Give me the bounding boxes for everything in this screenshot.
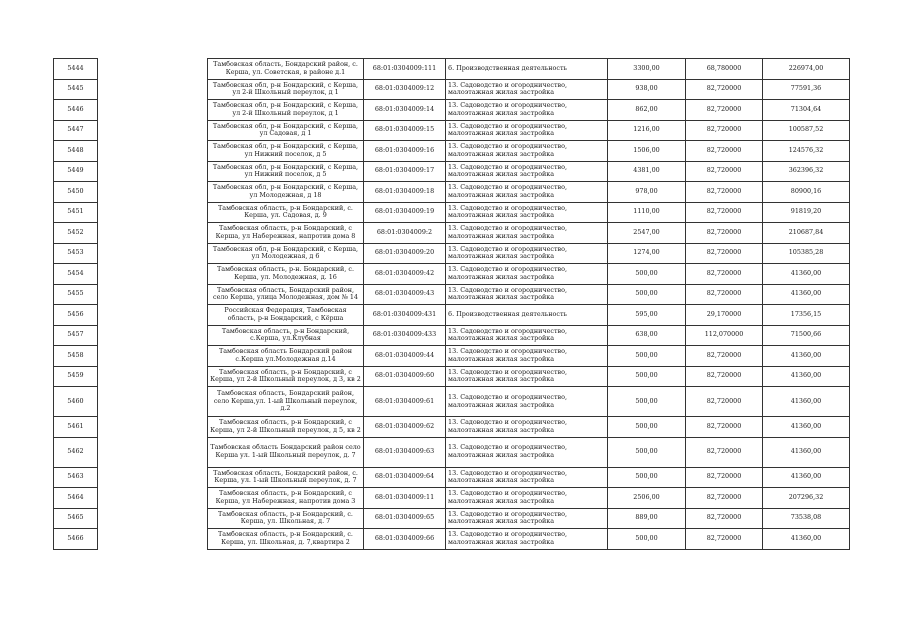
row-number-cell: 5449 xyxy=(54,161,98,182)
table-row xyxy=(54,437,850,467)
land-use-cell: 13. Садоводство и огородничество, малоэтажная жилая застройка xyxy=(446,120,608,141)
address-cell: Тамбовская область, Бондарский район, с. Керша, ул. Советская, в районе д.1 xyxy=(208,59,364,80)
spacer-cell xyxy=(98,467,208,488)
area-cell: 3300,00 xyxy=(608,59,686,80)
rate-cell: 82,720000 xyxy=(686,529,763,550)
row-number-cell: 5452 xyxy=(54,223,98,244)
cadastral-number-cell: 68:01:0304009:65 xyxy=(364,508,446,529)
address-cell: Тамбовская область Бондарский район село Керша ул. 1-ый Школьный переулок, д. 7 xyxy=(208,437,364,467)
cadastral-value-cell: 41360,00 xyxy=(763,387,850,417)
address-cell: Тамбовская обл, р-н Бондарский, с Керша, ул Молодежная, д 6 xyxy=(208,243,364,264)
land-use-cell: 13. Садоводство и огородничество, малоэтажная жилая застройка xyxy=(446,264,608,285)
area-cell: 500,00 xyxy=(608,366,686,387)
area-cell: 4381,00 xyxy=(608,161,686,182)
cadastral-value-cell: 71500,66 xyxy=(763,325,850,346)
cadastral-number-cell: 68:01:0304009:62 xyxy=(364,417,446,438)
table-row xyxy=(54,182,850,203)
address-cell: Тамбовская обл, р-н Бондарский, с Керша, ул 2-й Школьный переулок, д 1 xyxy=(208,79,364,100)
rate-cell: 82,720000 xyxy=(686,284,763,305)
spacer-cell xyxy=(98,346,208,367)
land-use-cell: 13. Садоводство и огородничество, малоэтажная жилая застройка xyxy=(446,437,608,467)
cadastral-number-cell: 68:01:0304009:42 xyxy=(364,264,446,285)
row-number-cell: 5464 xyxy=(54,488,98,509)
land-use-cell: 6. Производственная деятельность xyxy=(446,305,608,326)
cadastral-value-cell: 41360,00 xyxy=(763,264,850,285)
cadastral-number-cell: 68:01:0304009:11 xyxy=(364,488,446,509)
spacer-cell xyxy=(98,161,208,182)
cadastral-number-cell: 68:01:0304009:431 xyxy=(364,305,446,326)
rate-cell: 82,720000 xyxy=(686,161,763,182)
row-number-cell: 5465 xyxy=(54,508,98,529)
spacer-cell xyxy=(98,508,208,529)
spacer-cell xyxy=(98,366,208,387)
land-plot-table xyxy=(53,58,850,550)
land-use-cell: 13. Садоводство и огородничество, малоэтажная жилая застройка xyxy=(446,141,608,162)
row-number-cell: 5453 xyxy=(54,243,98,264)
address-cell: Тамбовская обл, р-н Бондарский, с Керша, ул 2-й Школьный переулок, д 1 xyxy=(208,100,364,121)
land-use-cell: 13. Садоводство и огородничество, малоэтажная жилая застройка xyxy=(446,79,608,100)
cadastral-value-cell: 91819,20 xyxy=(763,202,850,223)
table-row xyxy=(54,346,850,367)
table-row xyxy=(54,284,850,305)
cadastral-value-cell: 73538,08 xyxy=(763,508,850,529)
address-cell: Тамбовская область, р-н Бондарский, с. Керша, ул. Школьная, д. 7 xyxy=(208,508,364,529)
address-cell: Тамбовская область, Бондарский район, с. Керша, ул. 1-ый Школьный переулок, д. 7 xyxy=(208,467,364,488)
rate-cell: 82,720000 xyxy=(686,120,763,141)
area-cell: 938,00 xyxy=(608,79,686,100)
cadastral-number-cell: 68:01:0304009:15 xyxy=(364,120,446,141)
table-row xyxy=(54,529,850,550)
area-cell: 500,00 xyxy=(608,284,686,305)
area-cell: 1506,00 xyxy=(608,141,686,162)
table-row xyxy=(54,366,850,387)
cadastral-value-cell: 105385,28 xyxy=(763,243,850,264)
row-number-cell: 5461 xyxy=(54,417,98,438)
table-row xyxy=(54,223,850,244)
area-cell: 500,00 xyxy=(608,529,686,550)
row-number-cell: 5455 xyxy=(54,284,98,305)
cadastral-value-cell: 80900,16 xyxy=(763,182,850,203)
area-cell: 978,00 xyxy=(608,182,686,203)
row-number-cell: 5447 xyxy=(54,120,98,141)
area-cell: 500,00 xyxy=(608,467,686,488)
rate-cell: 29,170000 xyxy=(686,305,763,326)
cadastral-number-cell: 68:01:0304009:19 xyxy=(364,202,446,223)
land-use-cell: 13. Садоводство и огородничество, малоэтажная жилая застройка xyxy=(446,387,608,417)
cadastral-number-cell: 68:01:0304009:14 xyxy=(364,100,446,121)
spacer-cell xyxy=(98,182,208,203)
rate-cell: 82,720000 xyxy=(686,417,763,438)
cadastral-number-cell: 68:01:0304009:16 xyxy=(364,141,446,162)
land-use-cell: 13. Садоводство и огородничество, малоэтажная жилая застройка xyxy=(446,488,608,509)
address-cell: Тамбовская область, р-н Бондарский, с. Керша, ул. Школьная, д. 7,квартира 2 xyxy=(208,529,364,550)
area-cell: 500,00 xyxy=(608,387,686,417)
land-use-cell: 6. Производственная деятельность xyxy=(446,59,608,80)
rate-cell: 112,070000 xyxy=(686,325,763,346)
land-use-cell: 13. Садоводство и огородничество, малоэтажная жилая застройка xyxy=(446,346,608,367)
registry-sheet xyxy=(53,58,849,550)
table-row xyxy=(54,202,850,223)
spacer-cell xyxy=(98,100,208,121)
cadastral-number-cell: 68:01:0304009:111 xyxy=(364,59,446,80)
address-cell: Тамбовская область Бондарский район с.Керша ул.Молодежная д.14 xyxy=(208,346,364,367)
cadastral-value-cell: 226974,00 xyxy=(763,59,850,80)
land-use-cell: 13. Садоводство и огородничество, малоэтажная жилая застройка xyxy=(446,417,608,438)
cadastral-number-cell: 68:01:0304009:2 xyxy=(364,223,446,244)
cadastral-value-cell: 41360,00 xyxy=(763,284,850,305)
area-cell: 1216,00 xyxy=(608,120,686,141)
cadastral-value-cell: 41360,00 xyxy=(763,529,850,550)
rate-cell: 82,720000 xyxy=(686,182,763,203)
rate-cell: 82,720000 xyxy=(686,100,763,121)
area-cell: 1110,00 xyxy=(608,202,686,223)
cadastral-number-cell: 68:01:0304009:64 xyxy=(364,467,446,488)
table-row xyxy=(54,417,850,438)
area-cell: 638,00 xyxy=(608,325,686,346)
area-cell: 862,00 xyxy=(608,100,686,121)
spacer-cell xyxy=(98,223,208,244)
row-number-cell: 5451 xyxy=(54,202,98,223)
address-cell: Тамбовская область, р-н Бондарский, с Керша, ул 2-й Школьный переулок, д 3, кв 2 xyxy=(208,366,364,387)
cadastral-number-cell: 68:01:0304009:63 xyxy=(364,437,446,467)
table-row xyxy=(54,508,850,529)
cadastral-number-cell: 68:01:0304009:44 xyxy=(364,346,446,367)
table-row xyxy=(54,161,850,182)
area-cell: 2547,00 xyxy=(608,223,686,244)
row-number-cell: 5458 xyxy=(54,346,98,367)
land-use-cell: 13. Садоводство и огородничество, малоэтажная жилая застройка xyxy=(446,161,608,182)
cadastral-value-cell: 362396,32 xyxy=(763,161,850,182)
area-cell: 500,00 xyxy=(608,264,686,285)
cadastral-value-cell: 71304,64 xyxy=(763,100,850,121)
rate-cell: 82,720000 xyxy=(686,488,763,509)
land-use-cell: 13. Садоводство и огородничество, малоэтажная жилая застройка xyxy=(446,223,608,244)
cadastral-value-cell: 124576,32 xyxy=(763,141,850,162)
area-cell: 889,00 xyxy=(608,508,686,529)
address-cell: Тамбовская область, р-н Бондарский, с.Керша, ул.Клубная xyxy=(208,325,364,346)
address-cell: Тамбовская область, р-н Бондарский, с Керша, ул Набережная, напротив дома 3 xyxy=(208,488,364,509)
address-cell: Тамбовская область, р-н Бондарский, с. Керша, ул. Садовая, д. 9 xyxy=(208,202,364,223)
rate-cell: 82,720000 xyxy=(686,243,763,264)
rate-cell: 82,720000 xyxy=(686,467,763,488)
spacer-cell xyxy=(98,243,208,264)
cadastral-value-cell: 41360,00 xyxy=(763,366,850,387)
rate-cell: 82,720000 xyxy=(686,366,763,387)
cadastral-value-cell: 41360,00 xyxy=(763,417,850,438)
land-use-cell: 13. Садоводство и огородничество, малоэтажная жилая застройка xyxy=(446,467,608,488)
row-number-cell: 5444 xyxy=(54,59,98,80)
address-cell: Тамбовская обл, р-н Бондарский, с Керша, ул Нижний поселок, д 5 xyxy=(208,161,364,182)
land-use-cell: 13. Садоводство и огородничество, малоэтажная жилая застройка xyxy=(446,325,608,346)
table-row xyxy=(54,305,850,326)
spacer-cell xyxy=(98,284,208,305)
rate-cell: 82,720000 xyxy=(686,437,763,467)
land-use-cell: 13. Садоводство и огородничество, малоэтажная жилая застройка xyxy=(446,366,608,387)
table-row xyxy=(54,467,850,488)
address-cell: Тамбовская область, р-н Бондарский, с Керша, ул 2-й Школьный переулок, д 5, кв 2 xyxy=(208,417,364,438)
table-row xyxy=(54,243,850,264)
row-number-cell: 5457 xyxy=(54,325,98,346)
address-cell: Тамбовская обл, р-н Бондарский, с Керша, ул Нижний поселок, д 5 xyxy=(208,141,364,162)
rate-cell: 82,720000 xyxy=(686,141,763,162)
cadastral-number-cell: 68:01:0304009:18 xyxy=(364,182,446,203)
spacer-cell xyxy=(98,59,208,80)
row-number-cell: 5448 xyxy=(54,141,98,162)
row-number-cell: 5450 xyxy=(54,182,98,203)
spacer-cell xyxy=(98,202,208,223)
area-cell: 595,00 xyxy=(608,305,686,326)
area-cell: 500,00 xyxy=(608,417,686,438)
address-cell: Тамбовская обл, р-н Бондарский, с Керша, ул Садовая, д 1 xyxy=(208,120,364,141)
rate-cell: 82,720000 xyxy=(686,202,763,223)
row-number-cell: 5445 xyxy=(54,79,98,100)
cadastral-value-cell: 77591,36 xyxy=(763,79,850,100)
cadastral-value-cell: 100587,52 xyxy=(763,120,850,141)
cadastral-number-cell: 68:01:0304009:61 xyxy=(364,387,446,417)
row-number-cell: 5460 xyxy=(54,387,98,417)
cadastral-number-cell: 68:01:0304009:66 xyxy=(364,529,446,550)
cadastral-number-cell: 68:01:0304009:43 xyxy=(364,284,446,305)
spacer-cell xyxy=(98,141,208,162)
land-use-cell: 13. Садоводство и огородничество, малоэтажная жилая застройка xyxy=(446,508,608,529)
address-cell: Тамбовская область, Бондарский район, село Керша,ул. 1-ый Школьный переулок, д.2 xyxy=(208,387,364,417)
rate-cell: 68,780000 xyxy=(686,59,763,80)
row-number-cell: 5466 xyxy=(54,529,98,550)
row-number-cell: 5454 xyxy=(54,264,98,285)
row-number-cell: 5446 xyxy=(54,100,98,121)
cadastral-number-cell: 68:01:0304009:433 xyxy=(364,325,446,346)
cadastral-value-cell: 17356,15 xyxy=(763,305,850,326)
cadastral-value-cell: 41360,00 xyxy=(763,467,850,488)
address-cell: Российская Федерация, Тамбовская область, р-н Бондарский, с Кёрша xyxy=(208,305,364,326)
table-row xyxy=(54,325,850,346)
spacer-cell xyxy=(98,264,208,285)
land-use-cell: 13. Садоводство и огородничество, малоэтажная жилая застройка xyxy=(446,202,608,223)
rate-cell: 82,720000 xyxy=(686,79,763,100)
row-number-cell: 5456 xyxy=(54,305,98,326)
table-row xyxy=(54,141,850,162)
table-row xyxy=(54,100,850,121)
land-use-cell: 13. Садоводство и огородничество, малоэтажная жилая застройка xyxy=(446,182,608,203)
cadastral-value-cell: 210687,84 xyxy=(763,223,850,244)
spacer-cell xyxy=(98,387,208,417)
area-cell: 1274,00 xyxy=(608,243,686,264)
spacer-cell xyxy=(98,488,208,509)
land-use-cell: 13. Садоводство и огородничество, малоэтажная жилая застройка xyxy=(446,529,608,550)
row-number-cell: 5459 xyxy=(54,366,98,387)
rate-cell: 82,720000 xyxy=(686,387,763,417)
spacer-cell xyxy=(98,325,208,346)
land-use-cell: 13. Садоводство и огородничество, малоэтажная жилая застройка xyxy=(446,100,608,121)
rate-cell: 82,720000 xyxy=(686,264,763,285)
address-cell: Тамбовская область, р-н Бондарский, с Керша, ул Набережная, напротив дома 8 xyxy=(208,223,364,244)
spacer-cell xyxy=(98,305,208,326)
table-row xyxy=(54,387,850,417)
row-number-cell: 5462 xyxy=(54,437,98,467)
table-row xyxy=(54,79,850,100)
cadastral-number-cell: 68:01:0304009:12 xyxy=(364,79,446,100)
spacer-cell xyxy=(98,529,208,550)
row-number-cell: 5463 xyxy=(54,467,98,488)
cadastral-number-cell: 68:01:0304009:20 xyxy=(364,243,446,264)
address-cell: Тамбовская область, Бондарский район, село Керша, улица Молодежная, дом № 14 xyxy=(208,284,364,305)
table-row xyxy=(54,59,850,80)
table-row xyxy=(54,264,850,285)
spacer-cell xyxy=(98,120,208,141)
spacer-cell xyxy=(98,417,208,438)
cadastral-value-cell: 41360,00 xyxy=(763,346,850,367)
table-row xyxy=(54,120,850,141)
area-cell: 500,00 xyxy=(608,437,686,467)
cadastral-number-cell: 68:01:0304009:17 xyxy=(364,161,446,182)
land-use-cell: 13. Садоводство и огородничество, малоэтажная жилая застройка xyxy=(446,243,608,264)
area-cell: 500,00 xyxy=(608,346,686,367)
address-cell: Тамбовская область, р-н. Бондарский, с. Керша, ул. Молодежная, д. 16 xyxy=(208,264,364,285)
area-cell: 2506,00 xyxy=(608,488,686,509)
rate-cell: 82,720000 xyxy=(686,223,763,244)
cadastral-value-cell: 41360,00 xyxy=(763,437,850,467)
cadastral-value-cell: 207296,32 xyxy=(763,488,850,509)
cadastral-number-cell: 68:01:0304009:60 xyxy=(364,366,446,387)
spacer-cell xyxy=(98,437,208,467)
rate-cell: 82,720000 xyxy=(686,346,763,367)
rate-cell: 82,720000 xyxy=(686,508,763,529)
land-use-cell: 13. Садоводство и огородничество, малоэтажная жилая застройка xyxy=(446,284,608,305)
table-row xyxy=(54,488,850,509)
address-cell: Тамбовская обл, р-н Бондарский, с Керша, ул Молодежная, д 18 xyxy=(208,182,364,203)
spacer-cell xyxy=(98,79,208,100)
